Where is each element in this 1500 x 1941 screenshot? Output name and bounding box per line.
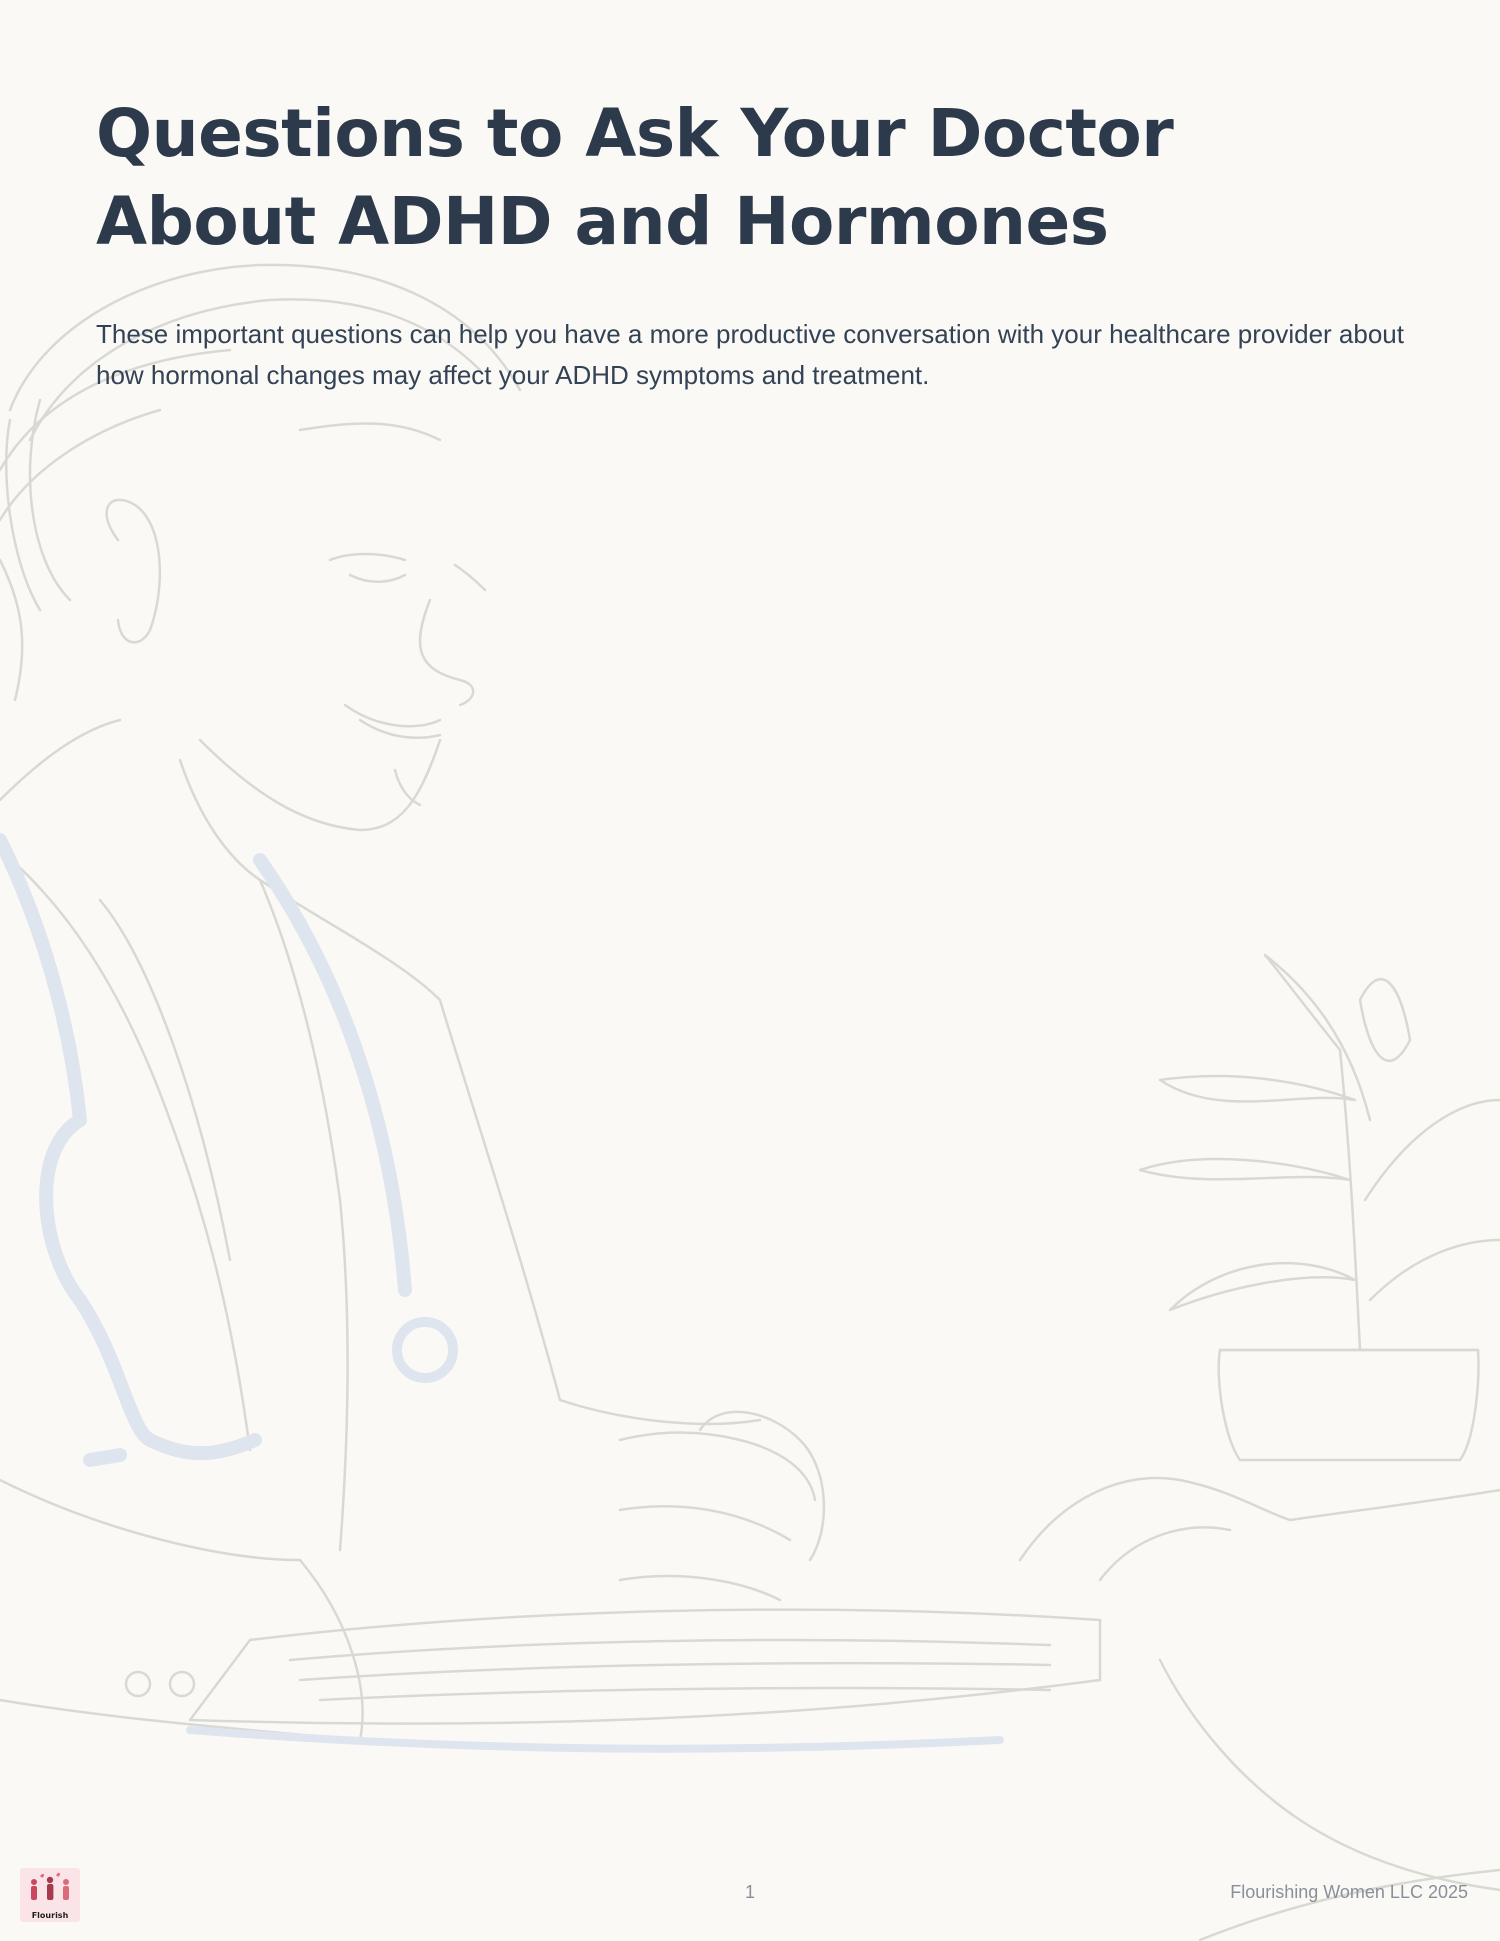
intro-paragraph: These important questions can help you have a more productive conversation with your healthcare provider about how hormonal changes may affect your ADHD symptoms and treatment. xyxy=(96,319,1404,390)
footer-credit: Flourishing Women LLC 2025 xyxy=(1230,1882,1468,1902)
notebook-lines xyxy=(190,1610,1100,1749)
coat-lines xyxy=(0,850,760,1740)
flourish-logo xyxy=(20,1868,80,1922)
page-footer xyxy=(0,1864,1500,1924)
face-lines xyxy=(200,423,485,830)
people-hearts-icon xyxy=(20,1868,80,1912)
page-number: 1 xyxy=(744,1882,755,1902)
neck-lines xyxy=(0,720,440,1000)
stethoscope xyxy=(0,840,453,1460)
logo-text: Flourish xyxy=(31,1911,69,1920)
ear-outline xyxy=(107,500,160,642)
hand-lines xyxy=(620,1412,824,1600)
page-title: Questions to Ask Your Doctor About ADHD and Hormones xyxy=(96,95,1174,260)
plant-illustration xyxy=(1140,955,1500,1460)
content-area xyxy=(96,90,1416,396)
